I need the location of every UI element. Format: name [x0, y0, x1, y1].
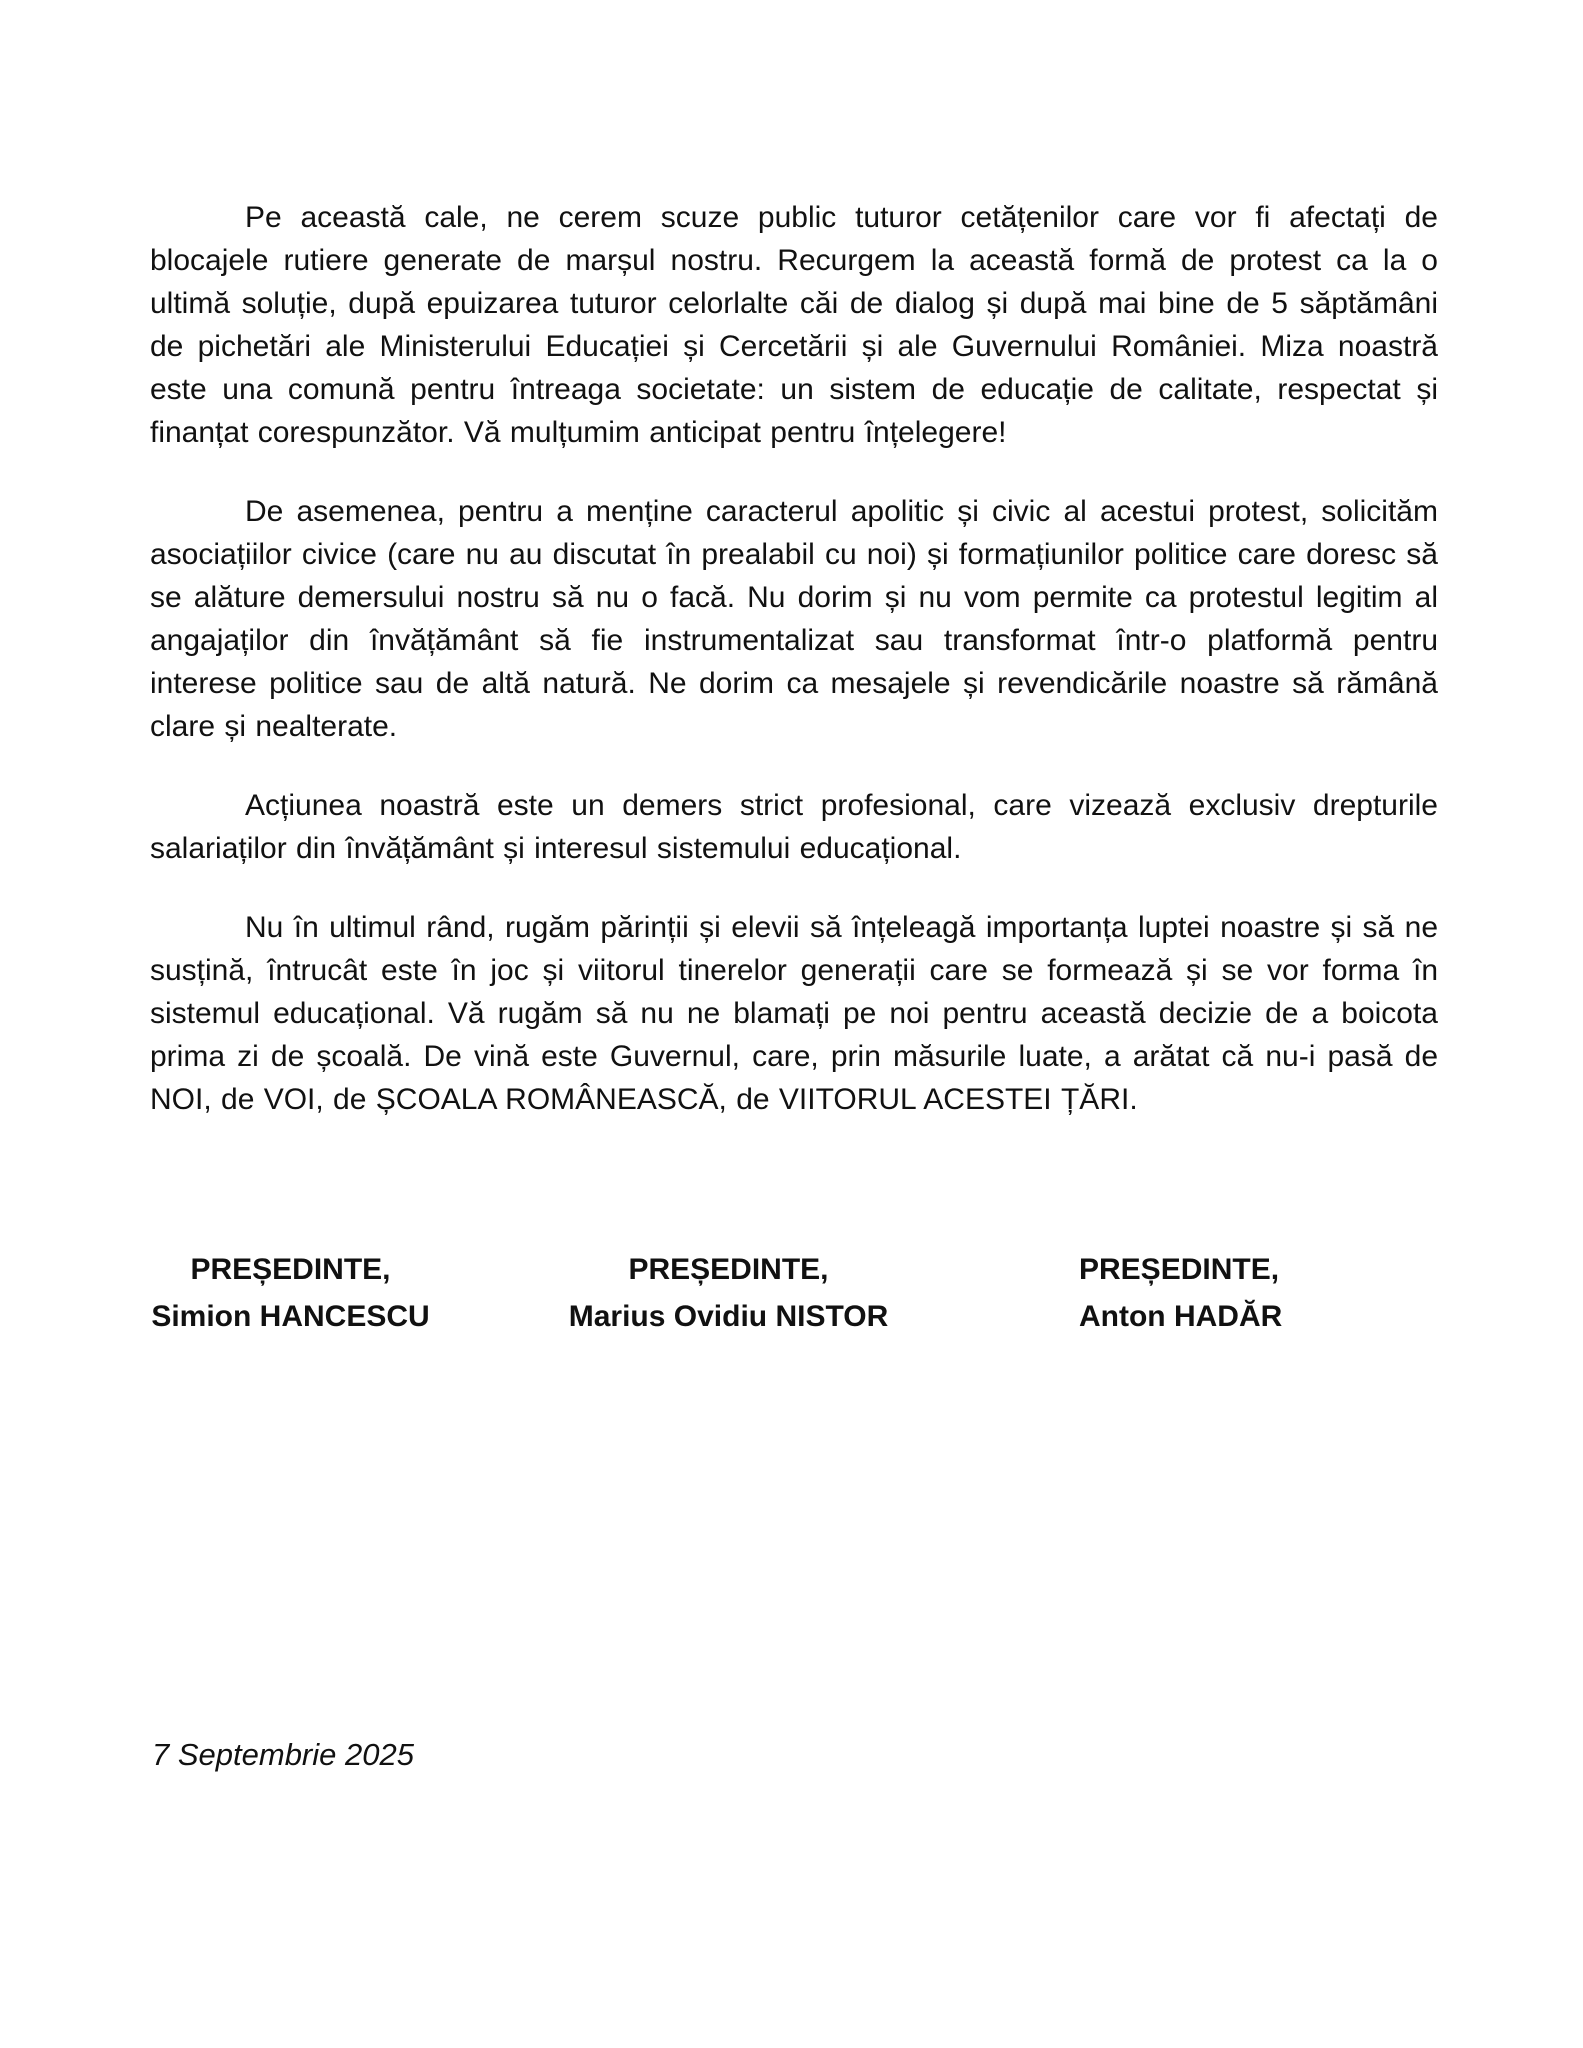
paragraph-apology: Pe această cale, ne cerem scuze public tuturor cetățenilor care vor fi afectați de blocajele rutiere generate de marșul nostru. Recurgem la această formă de protest ca la o ultimă soluție, după epuizarea tuturor celorlalte căi de dialog și după mai bine de 5 săptămâni de pichetări ale Ministerului Educației și Cercetării și ale Guvernului României. Miza noastră este una comună pentru întreaga societate: un sistem de educație de calitate, respectat și finanțat corespunzător. Vă mulțumim anticipat pentru înțelegere!: [150, 201, 1438, 449]
signature-title-3: PREȘEDINTE,: [1079, 1253, 1280, 1286]
signature-name-3: Anton HADĂR: [1079, 1300, 1283, 1333]
signature-column-3: [1079, 1246, 1399, 1340]
paragraph-professional-action: Acțiunea noastră este un demers strict profesional, care vizează exclusiv drepturile salariaților din învățământ și interesul sistemului educațional.: [150, 789, 1438, 865]
signature-name-2: Marius Ovidiu NISTOR: [568, 1300, 889, 1333]
letter-body: [150, 196, 1438, 1157]
signature-name-1: Simion HANCESCU: [151, 1300, 430, 1333]
signature-title-1: PREȘEDINTE,: [190, 1253, 391, 1286]
signature-column-2: [556, 1246, 901, 1340]
document-date: 7 Septembrie 2025: [152, 1737, 414, 1772]
paragraph-parents-appeal: Nu în ultimul rând, rugăm părinții și elevii să înțeleagă importanța luptei noastre și să ne susțină, întrucât este în joc și viitorul tinerelor generații care se formează și se vor forma în sistemul educațional. Vă rugăm să nu ne blamați pe noi pentru această decizie de a boicota prima zi de școală. De vină este Guvernul, care, prin măsurile luate, a arătat că nu-i pasă de NOI, de VOI, de ȘCOALA ROMÂNEASCĂ, de VIITORUL ACESTEI ȚĂRI.: [150, 911, 1438, 1116]
signature-title-2: PREȘEDINTE,: [628, 1253, 829, 1286]
signature-column-1: [118, 1246, 463, 1340]
paragraph-apolitical-protest: De asemenea, pentru a menține caracterul apolitic și civic al acestui protest, solicităm asociațiilor civice (care nu au discutat în prealabil cu noi) și formațiunilor politice care doresc să se alăture demersului nostru să nu o facă. Nu dorim și nu vom permite ca protestul legitim al angajaților din învățământ să fie instrumentalizat sau transformat într-o platformă pentru interese politice sau de altă natură. Ne dorim ca mesajele și revendicările noastre să rămână clare și nealterate.: [150, 495, 1438, 743]
signature-block: [0, 1246, 1583, 1356]
